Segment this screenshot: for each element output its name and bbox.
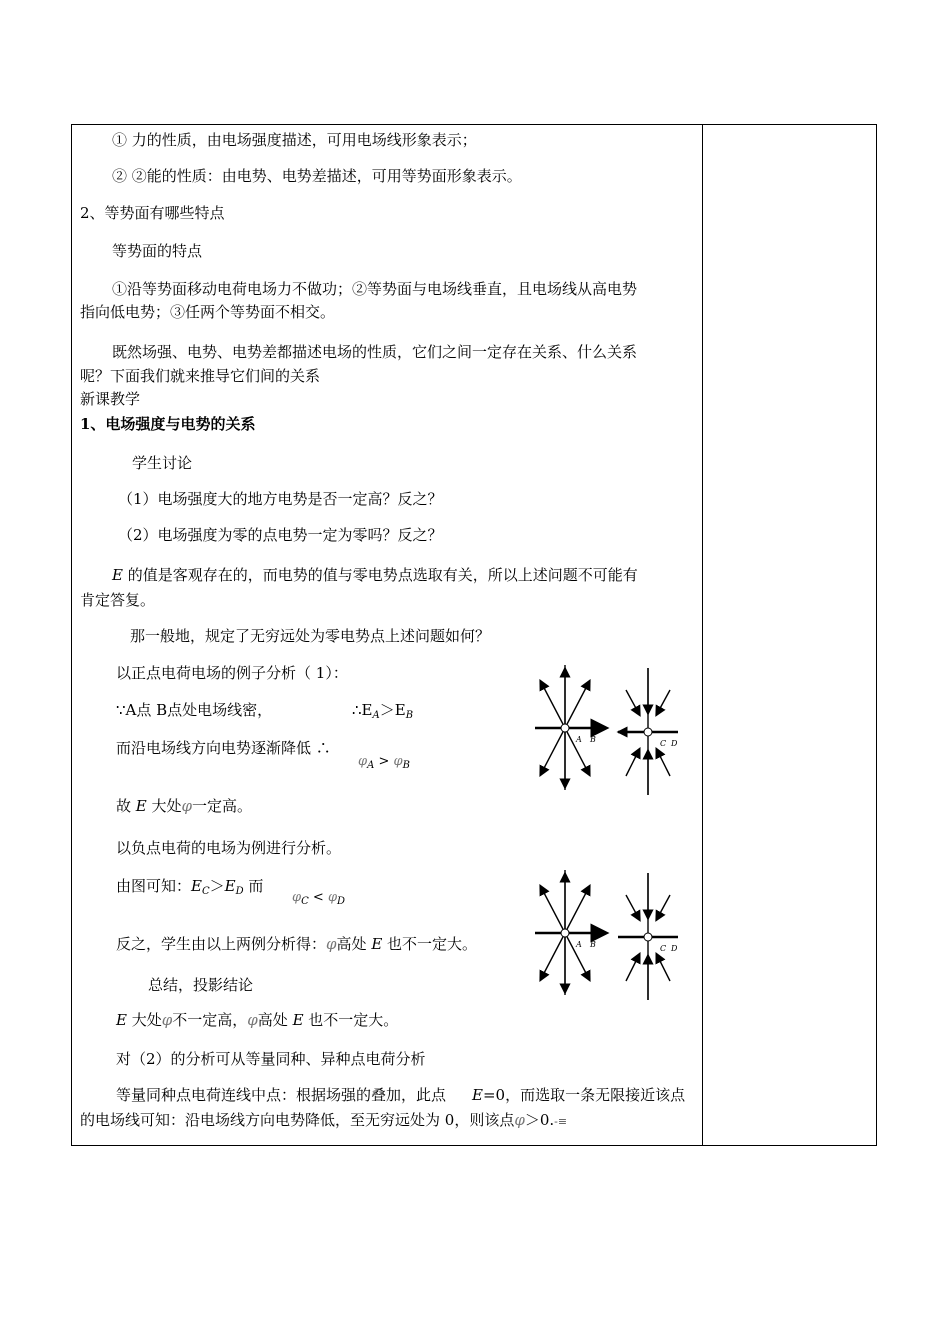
section-heading: 1、电场强度与电势的关系 (80, 415, 256, 433)
potential-comparison-ab: $\varphi_A > \varphi_B$ (358, 754, 410, 771)
negative-charge-intro: 以负点电荷的电场为例进行分析。 (116, 839, 342, 857)
answer-line-2: 肯定答复。 (80, 591, 156, 609)
question-2: （2）电场强度为零的点电势一定为零吗？反之？ (118, 526, 443, 544)
conclusion-positive: 故 E 大处φ一定高。 (116, 797, 253, 815)
transition-text-1: 既然场强、电势、电势差都描述电场的性质，它们之间一定存在关系、什么关系 (112, 343, 638, 361)
column-divider (702, 124, 703, 1146)
label-c-2: C (660, 944, 667, 953)
negative-charge-field-2 (618, 873, 678, 1000)
potential-decrease-text: 而沿电场线方向电势逐渐降低 ∴ (116, 739, 331, 757)
equipotential-heading: 等势面的特点 (112, 242, 203, 260)
label-d-2: D (671, 944, 678, 953)
transition-text-2: 呢？下面我们就来推导它们间的关系 (80, 367, 321, 385)
answer-line-1: E 的值是客观存在的，而电势的值与零电势点选取有关，所以上述问题不可能有 (112, 566, 638, 584)
positive-charge-intro: 以正点电荷电场的例子分析（ 1）： (116, 664, 348, 682)
label-a-2: A (576, 940, 582, 949)
equipotential-features-1: ①沿等势面移动电荷电场力不做功；②等势面与电场线垂直，且电场线从高电势 (112, 280, 638, 298)
analysis-question-2: 对（2）的分析可从等量同种、异种点电荷分析 (116, 1050, 426, 1068)
point-energy-property: ② ②能的性质：由电势、电势差描述，可用等势面形象表示。 (112, 167, 522, 185)
midpoint-analysis-1b: E=0，而选取一条无限接近该点 (472, 1086, 686, 1104)
label-b-2: B (590, 940, 596, 949)
negative-charge-field (618, 668, 678, 795)
field-strength-cd: 由图可知：$E_C>E_D$ 而 (116, 877, 264, 897)
label-b: B (590, 735, 596, 744)
field-density-comparison: ∵A点 B点处电场线密， (116, 701, 273, 719)
label-a: A (576, 735, 582, 744)
label-c: C (660, 739, 667, 748)
question-equipotential: 2、等势面有哪些特点 (80, 204, 225, 222)
summary-heading: 总结，投影结论 (148, 976, 254, 994)
point-force-property: ① 力的性质，由电场强度描述，可用电场线形象表示； (112, 131, 477, 149)
midpoint-analysis-1: 等量同种点电荷连线中点：根据场强的叠加，此点 (116, 1086, 447, 1104)
positive-charge-field (535, 665, 600, 790)
field-lines-figure-2 (530, 865, 700, 1005)
midpoint-analysis-2: 的电场线可知：沿电场线方向电势降低，至无穷远处为 0，则该点φ＞0.-≡ (80, 1111, 568, 1129)
label-d: D (671, 739, 678, 748)
question-1: （1）电场强度大的地方电势是否一定高？反之？ (118, 490, 443, 508)
field-strength-result: $\therefore E_A>E_B$ (352, 701, 414, 721)
equipotential-features-2: 指向低电势；③任两个等势面不相交。 (80, 303, 336, 321)
potential-comparison-cd: $\varphi_C < \varphi_D$ (292, 890, 346, 907)
student-conclusion: 反之，学生由以上两例分析得：φ高处 E 也不一定大。 (116, 935, 478, 953)
discussion-heading: 学生讨论 (132, 454, 193, 472)
summary-conclusion: E 大处φ不一定高，φ高处 E 也不一定大。 (116, 1011, 399, 1029)
infinity-question: 那一般地，规定了无穷远处为零电势点上述问题如何？ (130, 627, 491, 645)
field-lines-figure-1 (530, 660, 700, 800)
positive-charge-field-2 (535, 870, 600, 995)
new-lesson-heading: 新课教学 (80, 390, 141, 408)
